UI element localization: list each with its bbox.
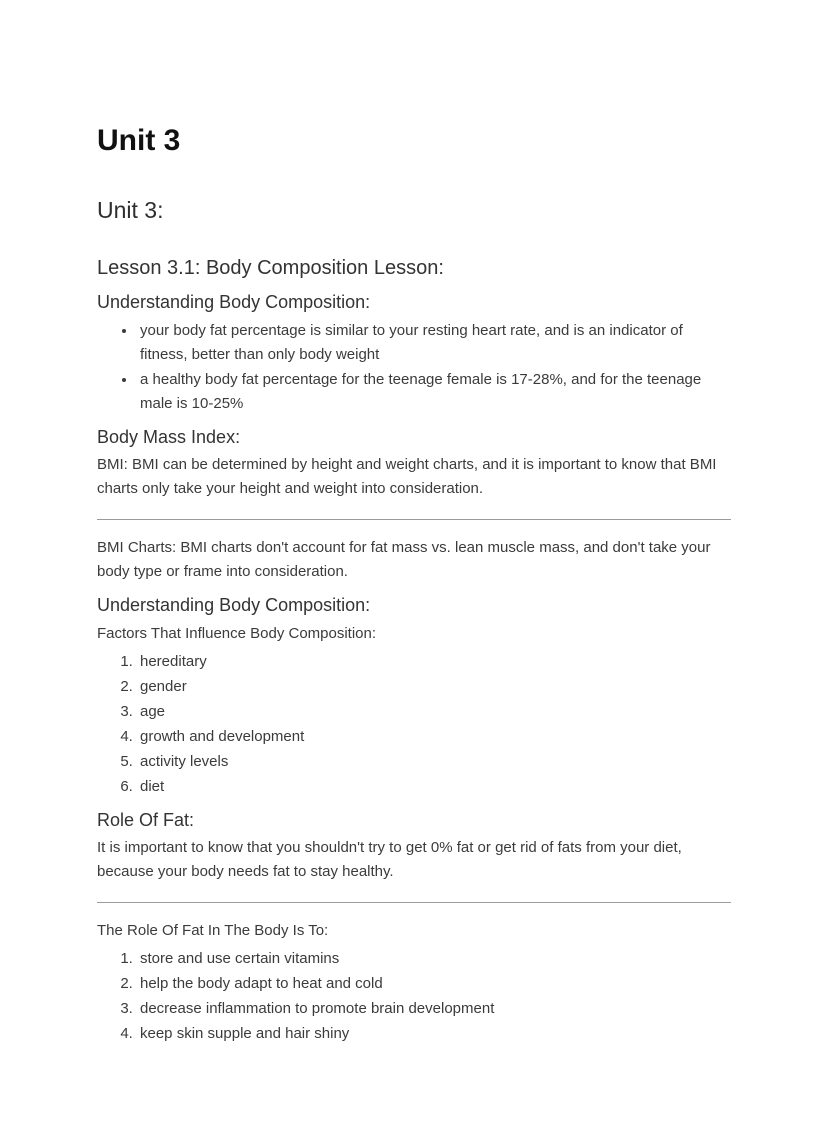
- section-heading: Role Of Fat:: [97, 809, 195, 830]
- paragraph: It is important to know that you shouldn't try to get 0% fat or get rid of fats from your diet, because your body needs fat to stay healthy.: [97, 838, 682, 880]
- list-item: 2. gender: [137, 675, 731, 699]
- list-item: 3. age: [137, 700, 731, 724]
- doc-subtitle: Unit 3:: [97, 196, 164, 223]
- paragraph: The Role Of Fat In The Body Is To:: [97, 921, 329, 939]
- list-item: 4. keep skin supple and hair shiny: [137, 1022, 731, 1046]
- paragraph: Factors That Influence Body Composition:: [97, 624, 377, 642]
- list-item: 1. store and use certain vitamins: [137, 947, 731, 971]
- doc-title: Unit 3: [97, 124, 181, 157]
- divider: [97, 519, 731, 520]
- list-item: 6. diet: [137, 775, 731, 799]
- paragraph: BMI Charts: BMI charts don't account for fat mass vs. lean muscle mass, and don't take your body type or frame into consideration.: [97, 539, 711, 581]
- list-item: 1. hereditary: [137, 650, 731, 674]
- list-item: • a healthy body fat percentage for the teenage female is 17-28%, and for the teenage male is 10-25%: [137, 368, 731, 416]
- lesson-heading: Lesson 3.1: Body Composition Lesson:: [97, 257, 444, 280]
- list-item: 2. help the body adapt to heat and cold: [137, 972, 731, 996]
- bullet-list: [97, 319, 731, 416]
- numbered-list: [97, 650, 731, 799]
- section-heading: Understanding Body Composition:: [97, 595, 371, 616]
- list-item: 4. growth and development: [137, 725, 731, 749]
- section-heading: Understanding Body Composition:: [97, 292, 371, 313]
- numbered-list: [97, 947, 731, 1046]
- list-item: • your body fat percentage is similar to your resting heart rate, and is an indicator of fitness, better than only body weight: [137, 319, 731, 367]
- paragraph: BMI: BMI can be determined by height and weight charts, and it is important to know that BMI charts only take your height and weight into consideration.: [97, 456, 717, 498]
- list-item: 5. activity levels: [137, 750, 731, 774]
- divider: [97, 902, 731, 903]
- section-heading: Body Mass Index:: [97, 426, 241, 447]
- list-item: 3. decrease inflammation to promote brain development: [137, 997, 731, 1021]
